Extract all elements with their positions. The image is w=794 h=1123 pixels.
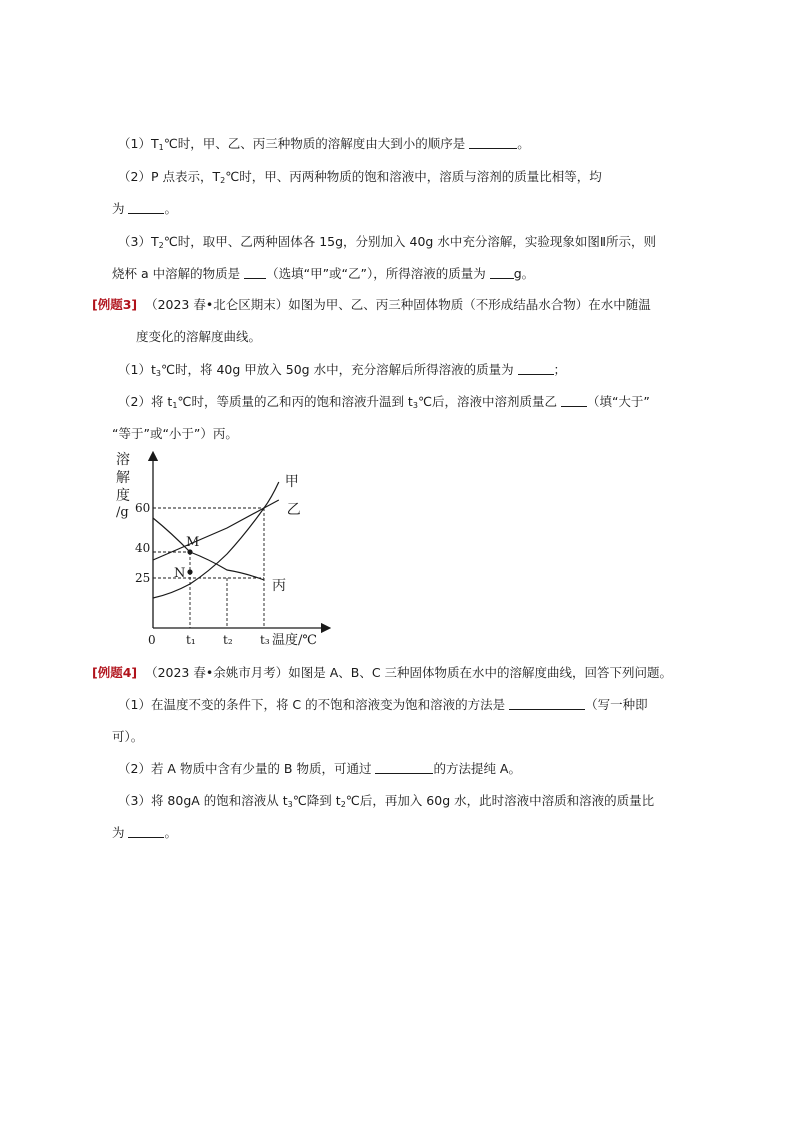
example-tag: [例题3]	[92, 297, 138, 312]
series-label: 甲	[284, 474, 299, 490]
y-tick-label: 60	[135, 501, 151, 515]
answer-blank[interactable]	[128, 825, 164, 838]
answer-blank[interactable]	[375, 761, 433, 774]
y-tick-label: 40	[135, 541, 151, 555]
answer-blank[interactable]	[518, 362, 554, 375]
example4-q2: （2）若 A 物质中含有少量的 B 物质，可通过 的方法提纯 A。	[118, 761, 521, 776]
example4-q1-cont: 可）。	[112, 729, 144, 744]
y-tick-label: 25	[135, 571, 151, 585]
example4-q3: （3）将 80gA 的饱和溶液从 $t_3℃$降到 $t_2℃$后，再加入 60g 水，此时溶液中溶质和溶液的质量比	[118, 793, 655, 809]
x-axis-label: 温度/℃	[272, 633, 317, 648]
example3-heading-cont: 度变化的溶解度曲线。	[136, 329, 262, 344]
series-label: 丙	[272, 578, 286, 594]
tick-labels	[135, 501, 270, 647]
answer-blank[interactable]	[469, 136, 517, 149]
guide-lines	[153, 508, 264, 628]
example3-q2: （2）将 $t_1℃$时，等质量的乙和丙的饱和溶液升温到 $t_3℃$后，溶液中溶剂质量乙 （填“大于”	[118, 394, 650, 410]
point-N	[187, 569, 192, 574]
q2-part1: $(1)T_1℃$时，甲、乙、丙三种物质的溶解度由大到小的顺序是 。	[118, 136, 530, 152]
answer-blank[interactable]	[128, 201, 164, 214]
y-axis-label-char: 度	[116, 488, 130, 504]
y-axis-label	[116, 451, 130, 520]
answer-blank[interactable]	[244, 266, 266, 279]
example-tag: [例题4]	[92, 665, 138, 680]
origin-label: 0	[148, 633, 156, 647]
answer-blank[interactable]	[561, 394, 587, 407]
x-tick-label: t₁	[186, 633, 196, 647]
series-line-乙	[153, 500, 279, 560]
example4-q1: （1）在温度不变的条件下，将 C 的不饱和溶液变为饱和溶液的方法是 （写一种即	[118, 697, 648, 712]
example4-q3-cont: 为 。	[112, 825, 177, 840]
example3-heading: [例题3] （2023 春•北仑区期末）如图为甲、乙、丙三种固体物质（不形成结晶水合物）在水中随温	[92, 297, 651, 312]
x-tick-label: t₂	[223, 633, 233, 647]
point-label-N: N	[174, 566, 186, 581]
q2-part3: $(3)T_2℃$时，取甲、乙两种固体各 15g，分别加入 40g 水中充分溶解，实验现象如图Ⅱ所示，则	[118, 234, 656, 250]
y-axis-label-char: 溶	[116, 452, 130, 468]
point-M	[187, 549, 192, 554]
q2-part3-cont: 烧杯 a 中溶解的物质是 （选填“甲”或“乙”），所得溶液的质量为 g。	[112, 266, 535, 281]
series-label: 乙	[286, 502, 301, 518]
y-axis-label-char: 解	[116, 470, 130, 486]
example3-q1: $(1)t_3℃$时，将 40g 甲放入 50g 水中，充分溶解后所得溶液的质量为 ；	[118, 362, 567, 378]
series-line-甲	[153, 482, 279, 598]
answer-blank[interactable]	[490, 266, 514, 279]
point-label-M: M	[186, 535, 200, 550]
q2-part2: （2）P 点表示，$T_2℃$时，甲、丙两种物质的饱和溶液中，溶质与溶剂的质量比相等，均	[118, 169, 602, 185]
x-tick-label: t₃	[260, 633, 270, 647]
answer-blank[interactable]	[509, 697, 585, 710]
solubility-chart	[108, 448, 348, 658]
data-points	[174, 535, 199, 581]
example3-q2-cont: “等于”或“小于”）丙。	[112, 426, 238, 441]
y-axis-label-unit: /g	[116, 505, 129, 520]
q2-part2-cont: 为 。	[112, 201, 177, 216]
example4-heading: [例题4] （2023 春•余姚市月考）如图是 A、B、C 三种固体物质在水中的溶解度曲线，回答下列问题。	[92, 665, 673, 680]
